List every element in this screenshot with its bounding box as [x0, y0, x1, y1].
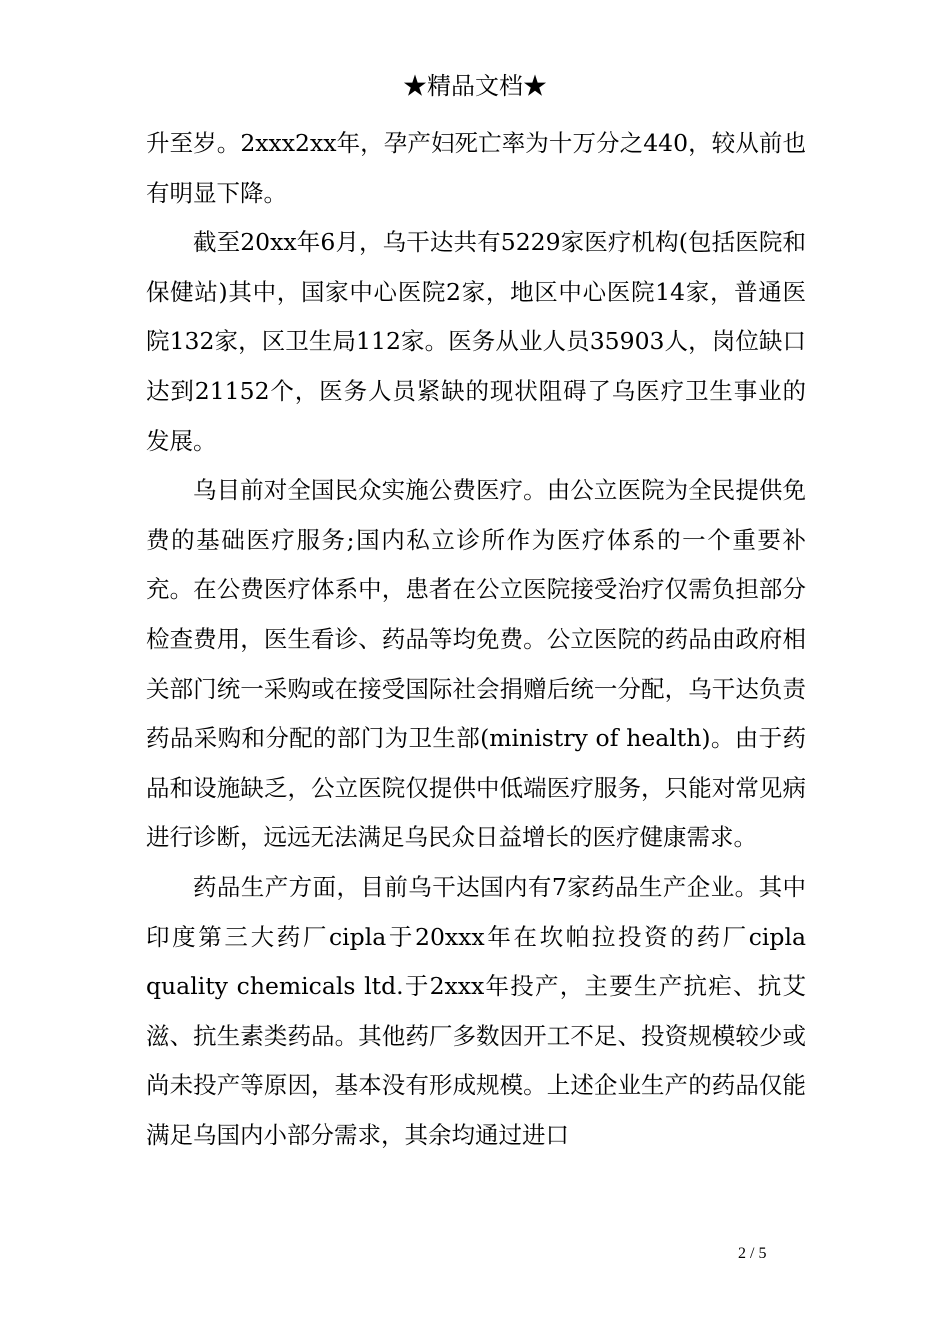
page-header: ★精品文档★ [403, 72, 547, 100]
page-number: 2 / 5 [738, 1245, 767, 1262]
paragraph-2: 截至20xx年6月，乌干达共有5229家医疗机构(包括医院和保健站)其中，国家中心医院2家，地区中心医院14家，普通医院132家，区卫生局112家。医务从业人员35903人，岗位缺口达到21152个，医务人员紧缺的现状阻碍了乌医疗卫生事业的发展。 [146, 228, 806, 455]
paragraph-4: 药品生产方面，目前乌干达国内有7家药品生产企业。其中印度第三大药厂cipla于20xxx年在坎帕拉投资的药厂cipla quality chemicals ltd.于2xxx年投产，主要生产抗疟、抗艾滋、抗生素类药品。其他药厂多数因开工不足、投资规模较少或尚未投产等原因，基本没有形成规模。上述企业生产的药品仅能满足乌国内小部分需求，其余均通过进口 [146, 872, 806, 1149]
paragraph-3: 乌目前对全国民众实施公费医疗。由公立医院为全民提供免费的基础医疗服务;国内私立诊所作为医疗体系的一个重要补充。在公费医疗体系中，患者在公立医院接受治疗仅需负担部分检查费用，医生看诊、药品等均免费。公立医院的药品由政府相关部门统一采购或在接受国际社会捐赠后统一分配，乌干达负责药品采购和分配的部门为卫生部(ministry of health)。由于药品和设施缺乏，公立医院仅提供中低端医疗服务，只能对常见病进行诊断，远远无法满足乌民众日益增长的医疗健康需求。 [146, 476, 806, 852]
paragraph-1: 升至岁。2xxx2xx年，孕产妇死亡率为十万分之440，较从前也有明显下降。 [146, 129, 806, 207]
document-body [146, 119, 806, 1160]
